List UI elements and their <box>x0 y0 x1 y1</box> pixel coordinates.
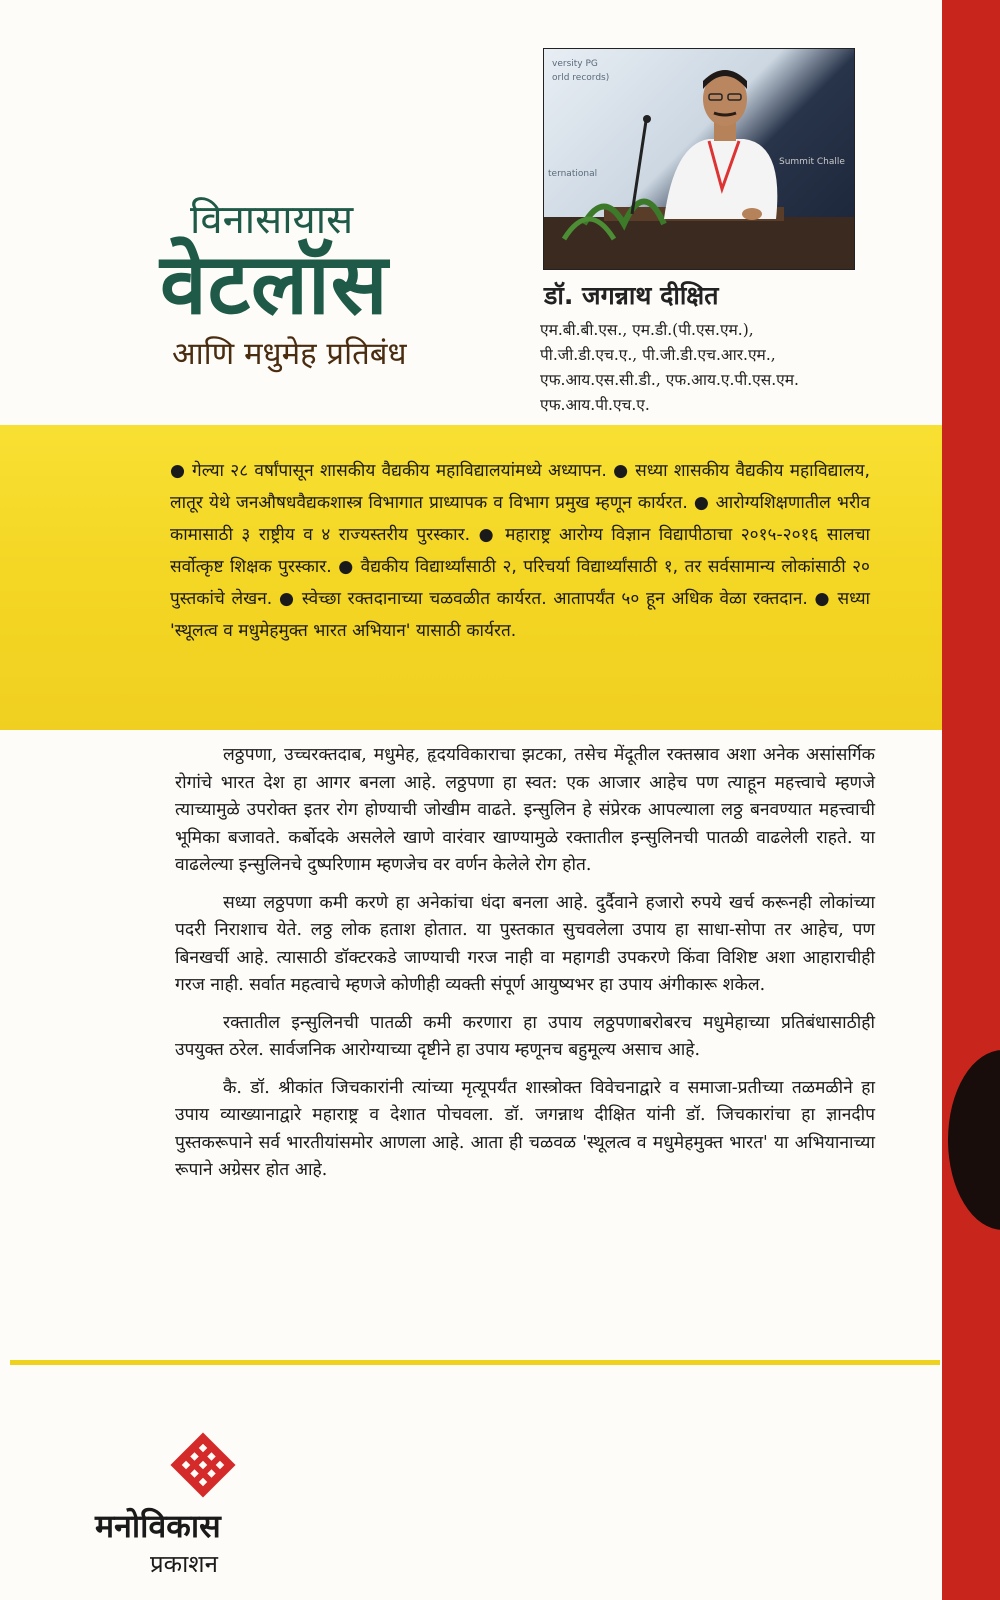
yellow-divider <box>10 1360 940 1365</box>
blurb-paragraph: कै. डॉ. श्रीकांत जिचकारांनी त्यांच्या मृत्यूपर्यंत शास्त्रोक्त विवेचनाद्वारे व समाजा-प्रतीच्या तळमळीने हा उपाय व्याख्यानाद्वारे महाराष्ट्र व देशात पोचवला. डॉ. जगन्नाथ दीक्षित यांनी डॉ. जिचकारांचा हा ज्ञानदीप पुस्तकरूपाने सर्व भारतीयांसमोर आणला आहे. आता ही चळवळ 'स्थूलत्व व मधुमेहमुक्त भारत' या अभियानाच्या रूपाने अग्रेसर होत आहे. <box>175 1077 875 1180</box>
title-main: वेटलॉस <box>160 235 389 333</box>
photo-backdrop-text: versity PG <box>552 59 598 69</box>
book-blurb <box>175 742 875 1195</box>
title-subtitle: आणि मधुमेह प्रतिबंध <box>172 336 407 373</box>
book-title-block <box>160 197 500 374</box>
qualification-line: एफ.आय.एस.सी.डी., एफ.आय.ए.पी.एस.एम. <box>540 371 799 389</box>
author-info <box>540 278 940 418</box>
author-qualifications <box>540 318 940 418</box>
publisher-logo-icon <box>168 1430 238 1500</box>
book-spine <box>942 0 1000 1600</box>
publisher-name: मनोविकास <box>95 1507 221 1545</box>
author-name: डॉ. जगन्नाथ दीक्षित <box>544 281 719 310</box>
publisher-subtitle: प्रकाशन <box>150 1550 218 1578</box>
qualification-line: पी.जी.डी.एच.ए., पी.जी.डी.एच.आर.एम., <box>540 346 776 364</box>
photo-backdrop-text: Summit Challe <box>779 157 845 167</box>
title-top: विनासायास <box>190 197 354 243</box>
qualification-line: एम.बी.बी.एस., एम.डी.(पी.एस.एम.), <box>540 321 754 339</box>
blurb-paragraph: सध्या लठ्ठपणा कमी करणे हा अनेकांचा धंदा बनला आहे. दुर्दैवाने हजारो रुपये खर्च करूनही लोकांच्या पदरी निराशाच येते. लठ्ठ लोक हताश होतात. या पुस्तकात सुचवलेला उपाय हा साधा-सोपा तर आहेच, पण बिनखर्ची आहे. त्यासाठी डॉक्टरकडे जाण्याची गरज नाही वा महागडी उपकरणे किंवा विशिष्ट अशा आहाराचीही गरज नाही. सर्वात महत्वाचे म्हणजे कोणीही व्यक्ती संपूर्ण आयुष्यभर हा उपाय अंगीकारू शकेल. <box>175 892 875 995</box>
blurb-paragraph: लठ्ठपणा, उच्चरक्तदाब, मधुमेह, हृदयविकाराचा झटका, तसेच मेंदूतील रक्तस्राव अशा अनेक असांसर्गिक रोगांचे भारत देश हा आगर बनला आहे. लठ्ठपणा हा स्वत: एक आजार आहेच पण त्याहून महत्त्वाचे म्हणजे त्याच्यामुळे उपरोक्त इतर रोग होण्याची जोखीम वाढते. इन्सुलिन हे संप्रेरक आपल्याला लठ्ठ बनवण्यात महत्त्वाची भूमिका बजावते. कर्बोदके असलेले खाणे वारंवार खाण्यामुळे रक्तातील इन्सुलिनची पातळी वाढलेली राहते. या वाढलेल्या इन्सुलिनचे दुष्परिणाम म्हणजेच वर वर्णन केलेले रोग होत. <box>175 745 875 875</box>
photo-backdrop-text: orld records) <box>552 73 610 83</box>
blurb-paragraph: रक्तातील इन्सुलिनची पातळी कमी करणारा हा उपाय लठ्ठपणाबरोबरच मधुमेहाच्या प्रतिबंधासाठीही उपयुक्त ठरेल. सार्वजनिक आरोग्याच्या दृष्टीने हा उपाय म्हणूनच बहुमूल्य असाच आहे. <box>175 1012 875 1060</box>
photo-backdrop-text: ternational <box>548 169 598 179</box>
qualification-line: एफ.आय.पी.एच.ए. <box>540 396 650 414</box>
author-photo <box>543 48 855 270</box>
author-bio: ● गेल्या २८ वर्षांपासून शासकीय वैद्यकीय महाविद्यालयांमध्ये अध्यापन. ● सध्या शासकीय वैद्यकीय महाविद्यालय, लातूर येथे जनऔषधवैद्यकशास्त्र विभागात प्राध्यापक व विभाग प्रमुख म्हणून कार्यरत. ● आरोग्यशिक्षणातील भरीव कामासाठी ३ राष्ट्रीय व ४ राज्यस्तरीय पुरस्कार. ● महाराष्ट्र आरोग्य विज्ञान विद्यापीठाचा २०१५-२०१६ सालचा सर्वोत्कृष्ट शिक्षक पुरस्कार. ● वैद्यकीय विद्यार्थ्यांसाठी २, परिचर्या विद्यार्थ्यांसाठी १, तर सर्वसामान्य लोकांसाठी २० पुस्तकांचे लेखन. ● स्वेच्छा रक्तदानाच्या चळवळीत कार्यरत. आतापर्यंत ५० हून अधिक वेळा रक्तदान. ● सध्या 'स्थूलत्व व मधुमेहमुक्त भारत अभियान' यासाठी कार्यरत. <box>170 461 870 641</box>
